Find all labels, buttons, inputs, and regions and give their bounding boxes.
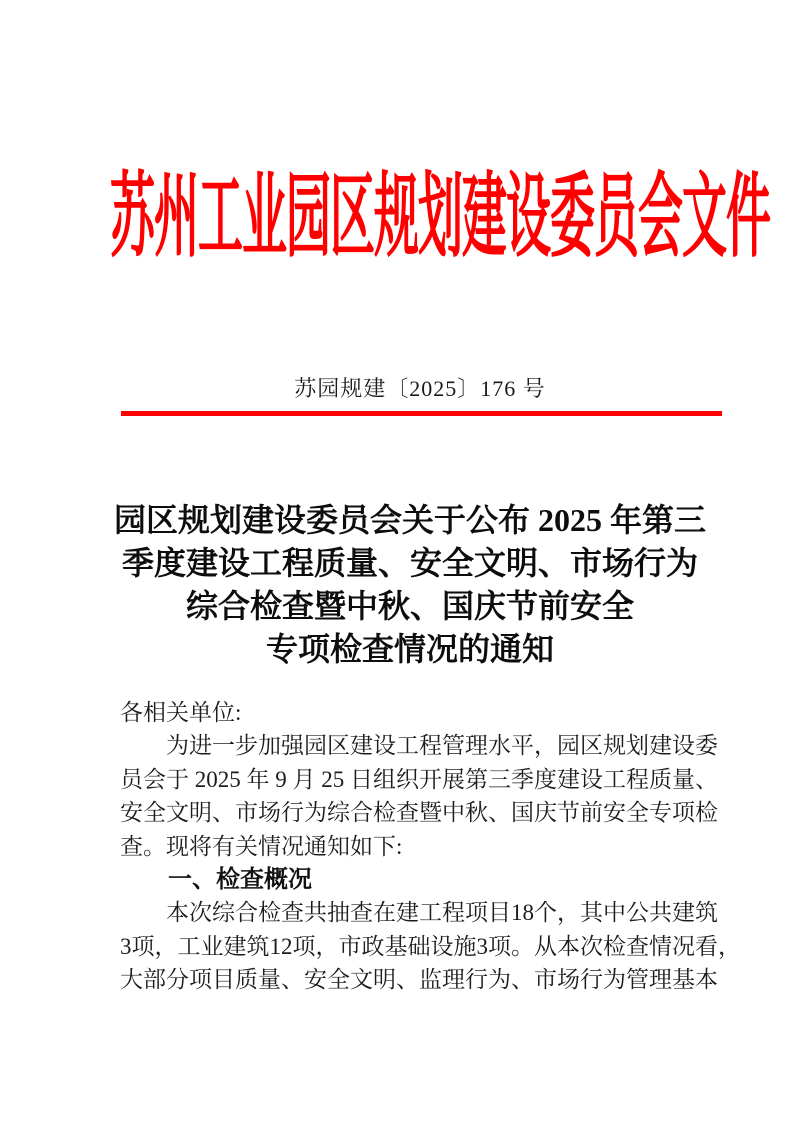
body-line: 3项，工业建筑12项，市政基础设施3项。从本次检查情况看， bbox=[120, 933, 741, 959]
salutation: 各相关单位: bbox=[120, 700, 242, 725]
body-line: 查。现将有关情况通知如下: bbox=[120, 833, 403, 859]
document-title-line-4: 专项检查情况的通知 bbox=[265, 631, 554, 667]
body-line: 员会于 2025 年 9 月 25 日组织开展第三季度建设工程质量、 bbox=[120, 766, 718, 792]
document-title-line-2: 季度建设工程质量、安全文明、市场行为 bbox=[121, 545, 698, 581]
document-body bbox=[120, 696, 741, 997]
letterhead-banner-title: 苏州工业园区规划建设委员会文件 bbox=[110, 165, 771, 269]
section-heading-inspection-overview: 一、检查概况 bbox=[168, 865, 312, 893]
document-title bbox=[85, 499, 735, 671]
document-reference-number: 苏园规建〔2025〕176 号 bbox=[294, 376, 546, 401]
body-line: 为进一步加强园区建设工程管理水平，园区规划建设委 bbox=[166, 733, 718, 759]
document-title-line-3: 综合检查暨中秋、国庆节前安全 bbox=[185, 588, 634, 624]
body-line: 本次综合检查共抽查在建工程项目18个，其中公共建筑 bbox=[166, 900, 718, 926]
red-divider-line bbox=[121, 411, 722, 416]
body-line: 安全文明、市场行为综合检查暨中秋、国庆节前安全专项检 bbox=[120, 800, 718, 826]
document-title-line-1: 园区规划建设委员会关于公布 2025 年第三 bbox=[113, 502, 706, 538]
body-line: 大部分项目质量、安全文明、监理行为、市场行为管理基本 bbox=[120, 967, 718, 993]
